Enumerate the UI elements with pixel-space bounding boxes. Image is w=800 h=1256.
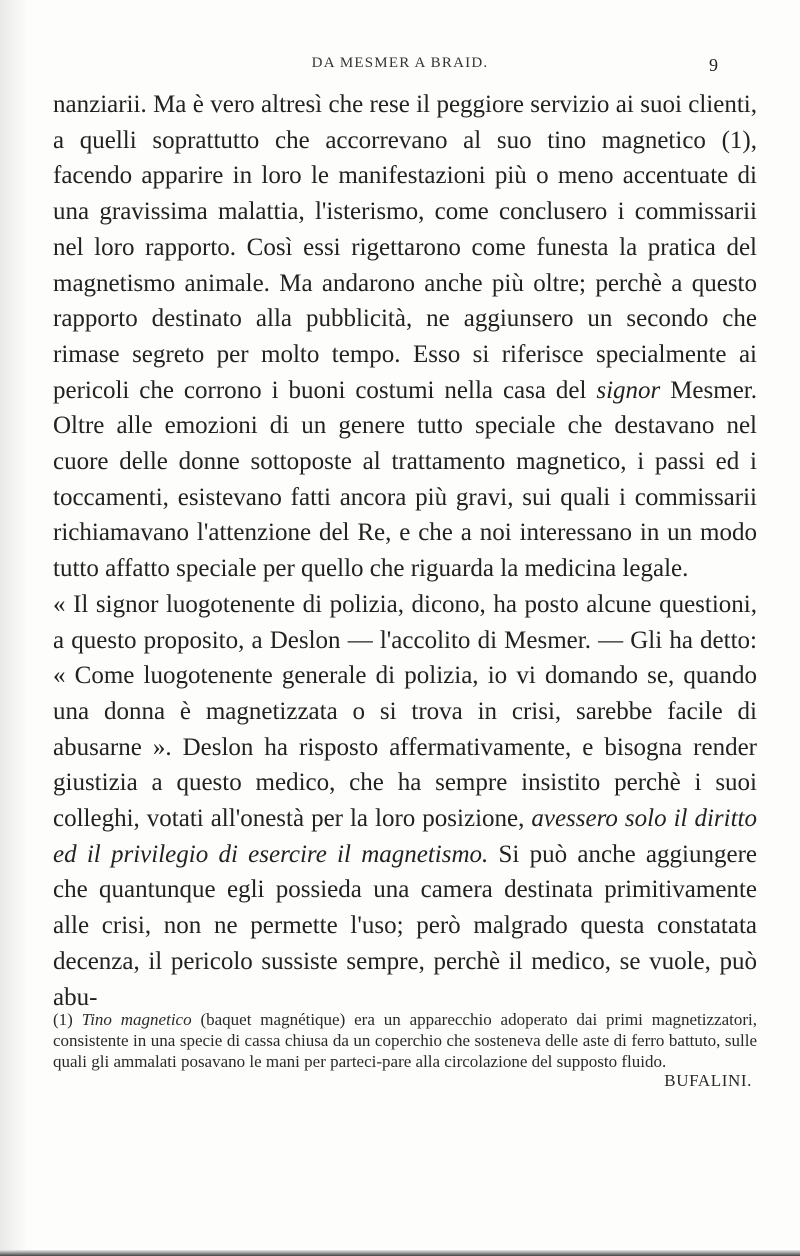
page-bottom-edge xyxy=(0,1250,800,1256)
footnote xyxy=(53,1009,757,1072)
footnote-signature: BUFALINI. xyxy=(664,1071,752,1090)
page-shadow xyxy=(0,0,28,1256)
paragraph-1-italic: signor xyxy=(596,376,661,404)
running-title: DA MESMER A BRAID. xyxy=(311,55,489,71)
paragraph-1-part-a: nanziarii. Ma è vero altresì che rese il peggiore servizio ai suoi clienti, a quelli soprattutto che accorrevano al suo tino magnetico (1), facendo apparire in loro le manifestazioni più o meno accentuate di una gravissima malattia, l'isterismo, come conclusero i commissarii nel loro rapporto. Così essi rigettarono come funesta la pratica del magnetismo animale. Ma andarono anche più oltre; perchè a questo rapporto destinato alla pubblicità, ne aggiunsero un secondo che rimase segreto per molto tempo. Esso si riferisce specialmente ai pericoli che corrono i buoni costumi nella casa del xyxy=(53,91,757,404)
body-text xyxy=(53,87,757,1015)
footnote-italic: Tino magnetico xyxy=(81,1010,192,1029)
running-header xyxy=(0,55,800,79)
paragraph-1-part-b: Mesmer. Oltre alle emozioni di un genere tutto speciale che destavano nel cuore delle donne sottoposte al trattamento magnetico, i passi ed i toccamenti, esistevano fatti ancora più gravi, sui quali i commissarii richiamavano l'attenzione del Re, e che a noi interessano in un modo tutto affatto speciale per quello che riguarda la medicina legale. xyxy=(53,376,757,583)
paragraph-2-italic: avessero solo il diritto ed il privilegio di esercire il magnetismo. xyxy=(53,805,757,868)
footnote-text: (baquet magnétique) era un apparecchio adoperato dai primi magnetizzatori, consistente in una specie di cassa chiusa da un coperchio che sosteneva delle aste di ferro battuto, sulle quali gli ammalati posavano le mani per parteci-pare alla circolazione del supposto fluido. xyxy=(53,1010,757,1071)
paragraph-2 xyxy=(53,587,757,1015)
footnote-marker: (1) xyxy=(53,1010,82,1029)
paragraph-2-part-a: « Il signor luogotenente di polizia, dicono, ha posto alcune questioni, a questo proposito, a Deslon — l'accolito di Mesmer. — Gli ha detto: « Come luogotenente generale di polizia, io vi domando se, quando una donna è magnetizzata o si trova in crisi, sarebbe facile di abusarne ». Deslon ha risposto affermativamente, e bisogna render giustizia a questo medico, che ha sempre insistito perchè i suoi colleghi, votati all'onestà per la loro posizione, xyxy=(53,590,757,833)
paragraph-2-part-b: Si può anche aggiungere che quantunque egli possieda una camera destinata primitivamente alle crisi, non ne permette l'uso; però malgrado questa constatata decenza, il pericolo sussiste sempre, perchè il medico, se vuole, può abu- xyxy=(53,840,757,1011)
page-number: 9 xyxy=(709,55,718,75)
paragraph-1 xyxy=(53,87,757,587)
